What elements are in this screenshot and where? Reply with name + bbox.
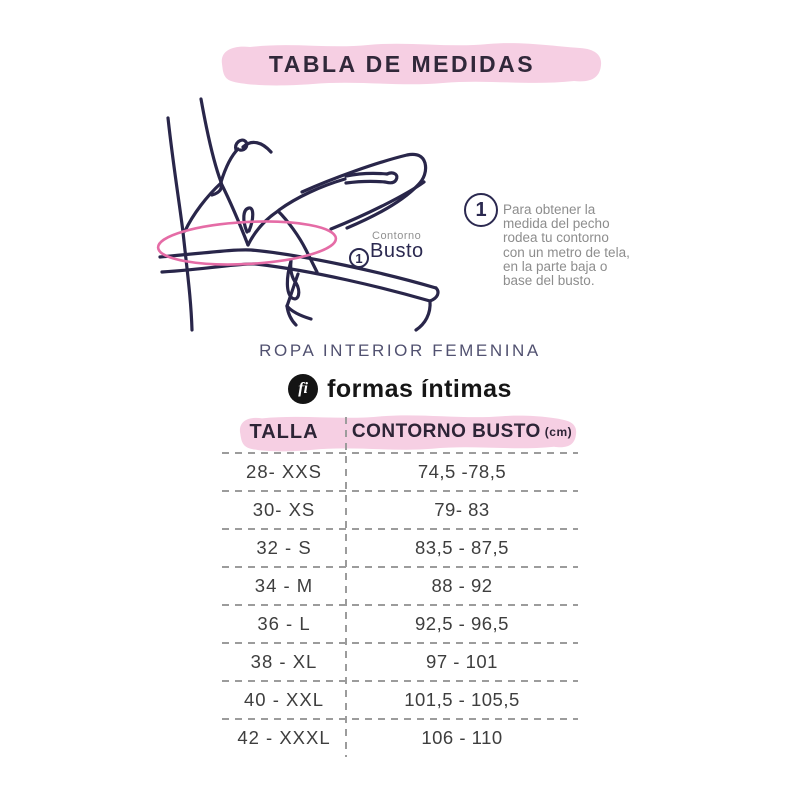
- bust-measurement-illustration: [135, 92, 475, 340]
- bust-cell: 92,5 - 96,5: [415, 613, 509, 634]
- step-1-number: 1: [475, 198, 487, 221]
- bust-cell: 79- 83: [434, 499, 490, 520]
- table-row: [222, 529, 578, 567]
- table-row: [222, 453, 578, 491]
- measure-1-badge: [349, 248, 369, 268]
- brand-name: formas íntimas: [327, 374, 512, 403]
- header-bust-label: CONTORNO BUSTO: [351, 421, 541, 442]
- header-contorno-busto: [346, 411, 578, 453]
- header-cells: [222, 411, 578, 453]
- step-1-badge: [464, 193, 498, 227]
- bust-cell: 101,5 - 105,5: [404, 689, 520, 710]
- header-talla: TALLA: [249, 420, 319, 443]
- page-title-banner: [198, 38, 606, 90]
- category-label: ROPA INTERIOR FEMENINA: [259, 341, 541, 360]
- size-cell: 30- XS: [252, 499, 316, 520]
- table-row: [222, 491, 578, 529]
- bust-cell: 74,5 -78,5: [417, 461, 507, 482]
- page-title: TABLA DE MEDIDAS: [268, 50, 536, 77]
- measure-caption: Contorno: [372, 230, 422, 242]
- size-cell: 36 - L: [257, 613, 311, 634]
- table-row: [222, 643, 578, 681]
- table-row: [222, 567, 578, 605]
- table-row: [222, 719, 578, 757]
- figure-line-art: [160, 99, 438, 330]
- size-table-header: [222, 411, 578, 453]
- measure-name: Busto: [370, 240, 424, 262]
- brand-lockup: [0, 372, 800, 406]
- size-cell: 40 - XXL: [244, 689, 324, 710]
- bust-cell: 106 - 110: [421, 727, 503, 748]
- measure-1-number: 1: [355, 250, 363, 266]
- size-cell: 32 - S: [256, 537, 312, 558]
- bust-cell: 88 - 92: [431, 575, 493, 596]
- bust-cell: 83,5 - 87,5: [415, 537, 509, 558]
- size-cell: 38 - XL: [250, 651, 318, 672]
- header-bust-unit: (cm): [544, 425, 573, 439]
- brand-monogram: fi: [298, 380, 308, 397]
- size-cell: 42 - XXXL: [237, 727, 331, 748]
- column-divider: [345, 417, 347, 757]
- brand-logo-icon: [288, 374, 318, 404]
- bust-cell: 97 - 101: [426, 651, 498, 672]
- size-cell: 34 - M: [254, 575, 314, 596]
- table-row: [222, 605, 578, 643]
- step-1-text: Para obtener la medida del pecho rodea tu contorno con un metro de tela, en la parte baja o base del busto.: [503, 202, 630, 288]
- size-cell: 28- XXS: [246, 461, 322, 482]
- size-table: [222, 411, 578, 757]
- table-row: [222, 681, 578, 719]
